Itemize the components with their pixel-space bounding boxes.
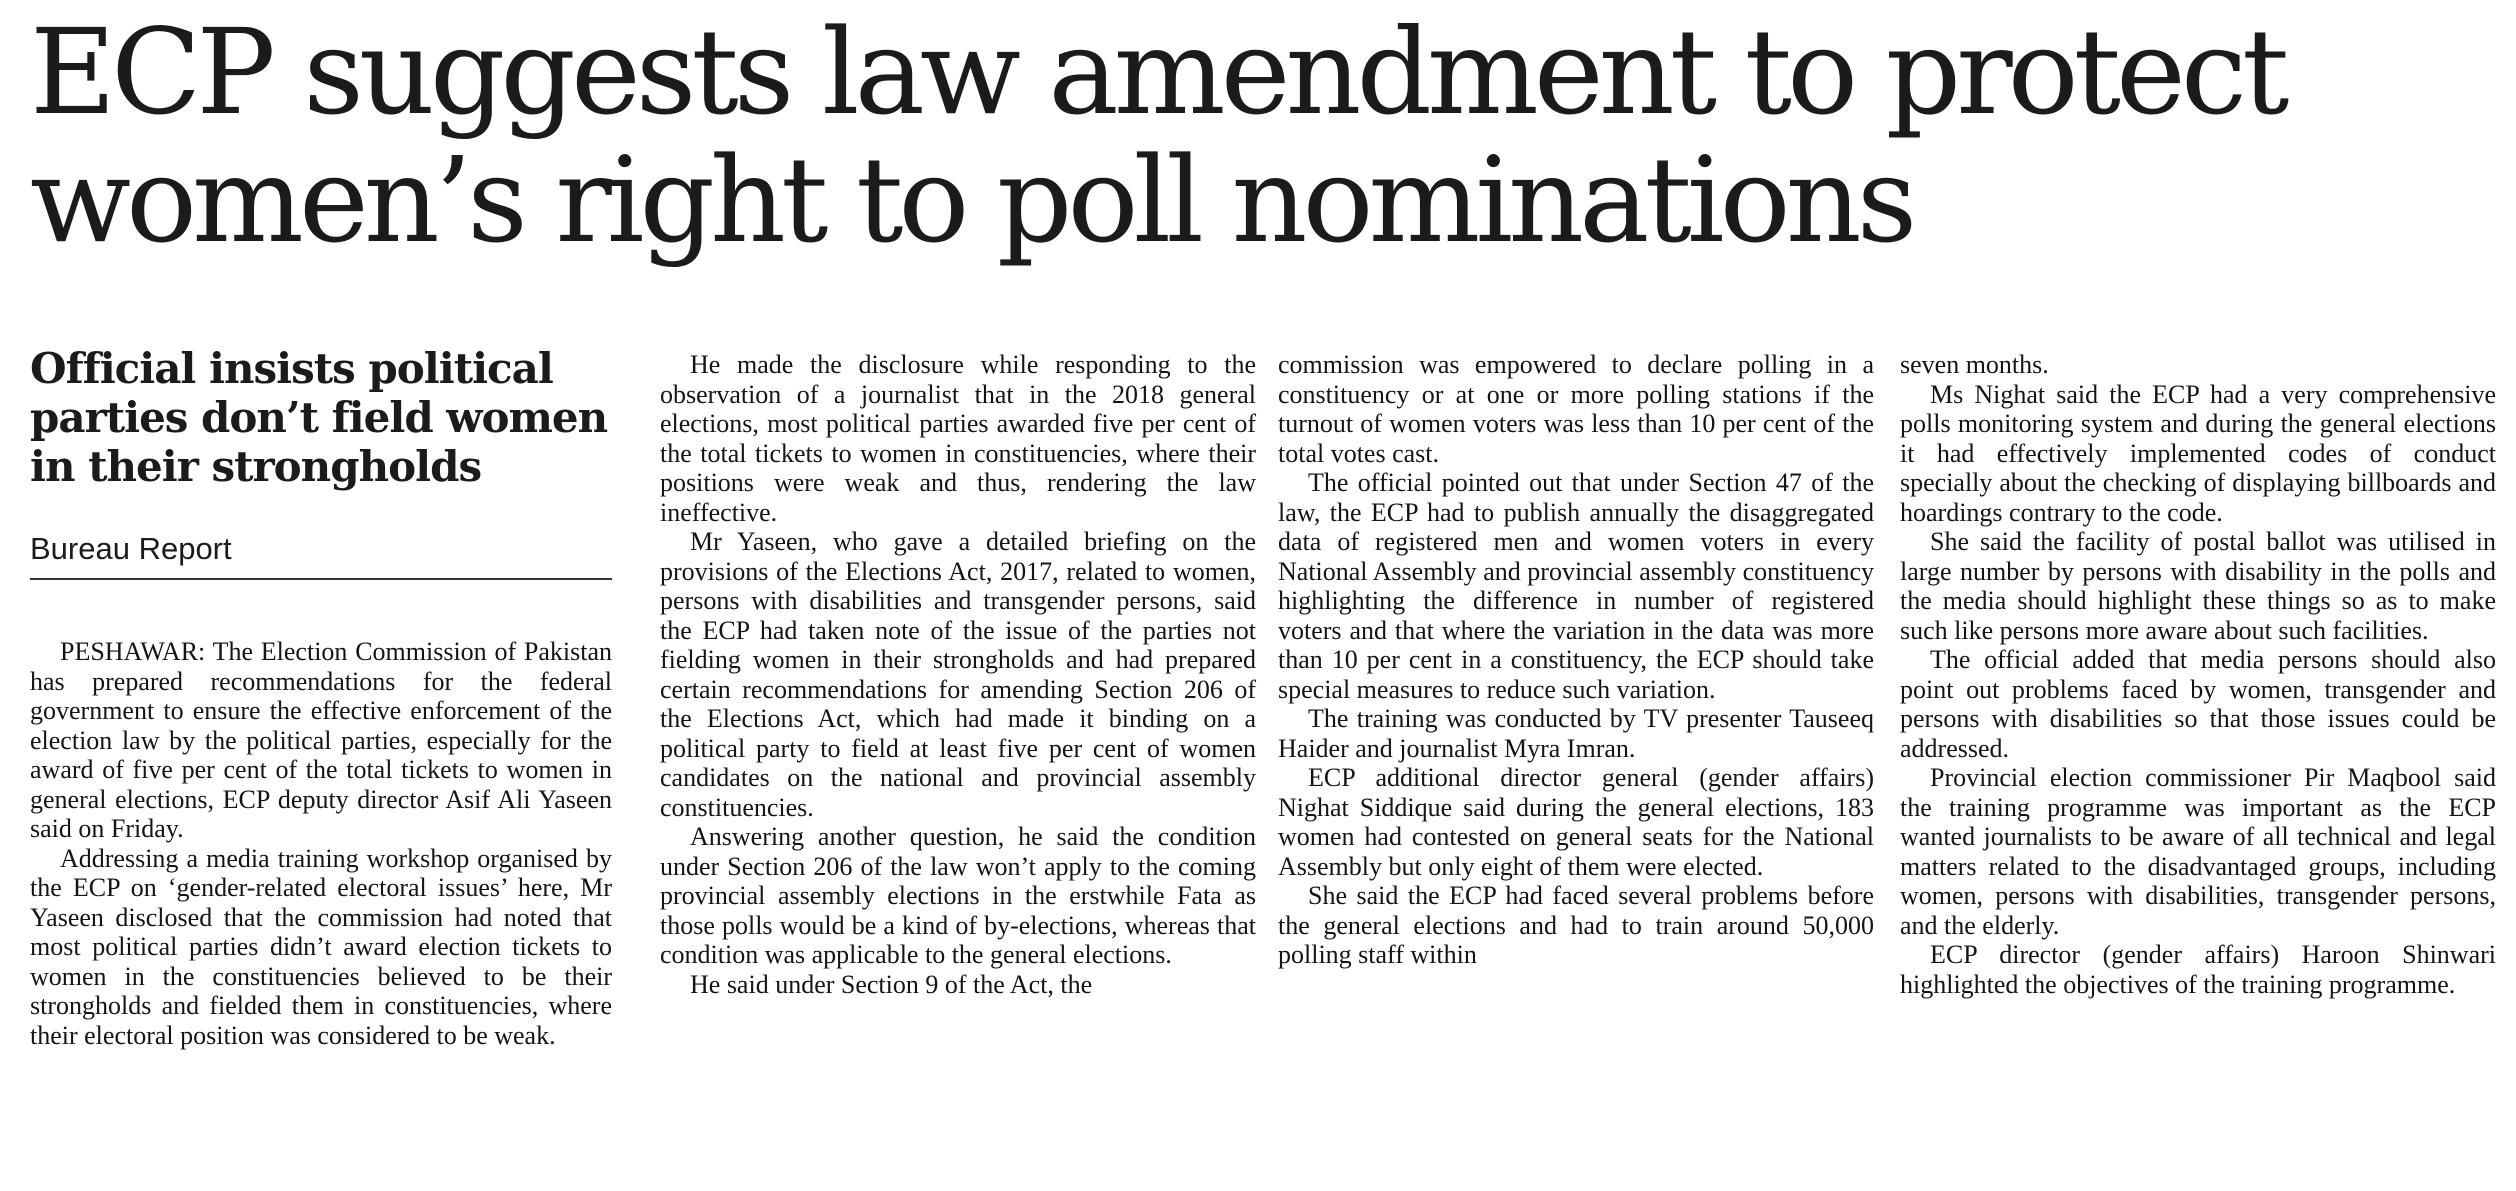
subheadline-line-1: Official insists political — [30, 344, 553, 393]
paragraph: ECP additional director general (gender affairs) Nighat Siddique said during the general elections, 183 women had contested on general seats for the National Assembly but only eight of them were elected. — [1278, 763, 1874, 881]
paragraph: The official added that media persons should also point out problems faced by women, transgender and persons with disabilities so that those issues could be addressed. — [1900, 645, 2496, 763]
paragraph-continued: commission was empowered to declare polling in a constituency or at one or more polling stations if the turnout of women voters was less than 10 per cent of the total votes cast. — [1278, 350, 1874, 468]
paragraph: Addressing a media training workshop organised by the ECP on ‘gender-related electoral issues’ here, Mr Yaseen disclosed that the commission had noted that most political parties didn’t award election tickets to women in the constituencies believed to be their strongholds and fielded them in constituencies, where their electoral position was considered to be weak. — [30, 843, 612, 1050]
paragraph: Answering another question, he said the condition under Section 206 of the law won’t apply to the coming provincial assembly elections in the erstwhile Fata as those polls would be a kind of by-elections, whereas that condition was applicable to the general elections. — [660, 822, 1256, 969]
paragraph: ECP director (gender affairs) Haroon Shinwari highlighted the objectives of the training programme. — [1900, 940, 2496, 999]
column-1 — [30, 637, 612, 1050]
subheadline — [30, 344, 620, 491]
headline-line-2: women’s right to poll nominations — [30, 131, 1913, 269]
paragraph: She said the ECP had faced several problems before the general elections and had to train around 50,000 polling staff within — [1278, 881, 1874, 969]
headline-line-1: ECP suggests law amendment to protect — [30, 3, 2285, 141]
paragraph: The official pointed out that under Section 47 of the law, the ECP had to publish annually the disaggregated data of registered men and women voters in every National Assembly and provincial assembly constituency highlighting the difference in number of registered voters and that where the variation in the data was more than 10 per cent in a constituency, the ECP should take special measures to reduce such variation. — [1278, 468, 1874, 704]
subheadline-line-3: in their strongholds — [30, 442, 482, 491]
paragraph: PESHAWAR: The Election Commission of Pakistan has prepared recommendations for the federal government to ensure the effective enforcement of the election law by the political parties, especially for the award of five per cent of the total tickets to women in general elections, ECP deputy director Asif Ali Yaseen said on Friday. — [30, 637, 612, 843]
subheadline-line-2: parties don’t field women — [30, 393, 608, 442]
byline: Bureau Report — [30, 531, 232, 566]
column-2 — [660, 350, 1256, 999]
paragraph: Provincial election commissioner Pir Maqbool said the training programme was important as the ECP wanted journalists to be aware of all technical and legal matters related to the disadvantaged groups, including women, persons with disabilities, transgender persons, and the elderly. — [1900, 763, 2496, 940]
column-4 — [1900, 350, 2496, 999]
paragraph: She said the facility of postal ballot was utilised in large number by persons with disability in the polls and the media should highlight these things so as to make such like persons more aware about such facilities. — [1900, 527, 2496, 645]
paragraph: He said under Section 9 of the Act, the — [690, 969, 1093, 999]
paragraph: Mr Yaseen, who gave a detailed briefing on the provisions of the Elections Act, 2017, related to women, persons with disabilities and transgender persons, said the ECP had taken note of the issue of the parties not fielding women in their strongholds and had prepared certain recommendations for amending Section 206 of the Elections Act, which had made it binding on a political party to field at least five per cent of women candidates on the national and provincial assembly constituencies. — [660, 527, 1256, 822]
paragraph: He made the disclosure while responding to the observation of a journalist that in the 2018 general elections, most political parties awarded five per cent of the total tickets to women in constituencies, where their positions were weak and thus, rendering the law ineffective. — [660, 350, 1256, 527]
paragraph: The training was conducted by TV presenter Tauseeq Haider and journalist Myra Imran. — [1278, 704, 1874, 763]
paragraph-continued: seven months. — [1900, 350, 2049, 379]
paragraph: Ms Nighat said the ECP had a very comprehensive polls monitoring system and during the general elections it had effectively implemented codes of conduct specially about the checking of displaying billboards and hoardings contrary to the code. — [1900, 379, 2496, 527]
column-3 — [1278, 350, 1874, 970]
byline-divider — [30, 578, 612, 580]
headline — [30, 3, 2490, 269]
